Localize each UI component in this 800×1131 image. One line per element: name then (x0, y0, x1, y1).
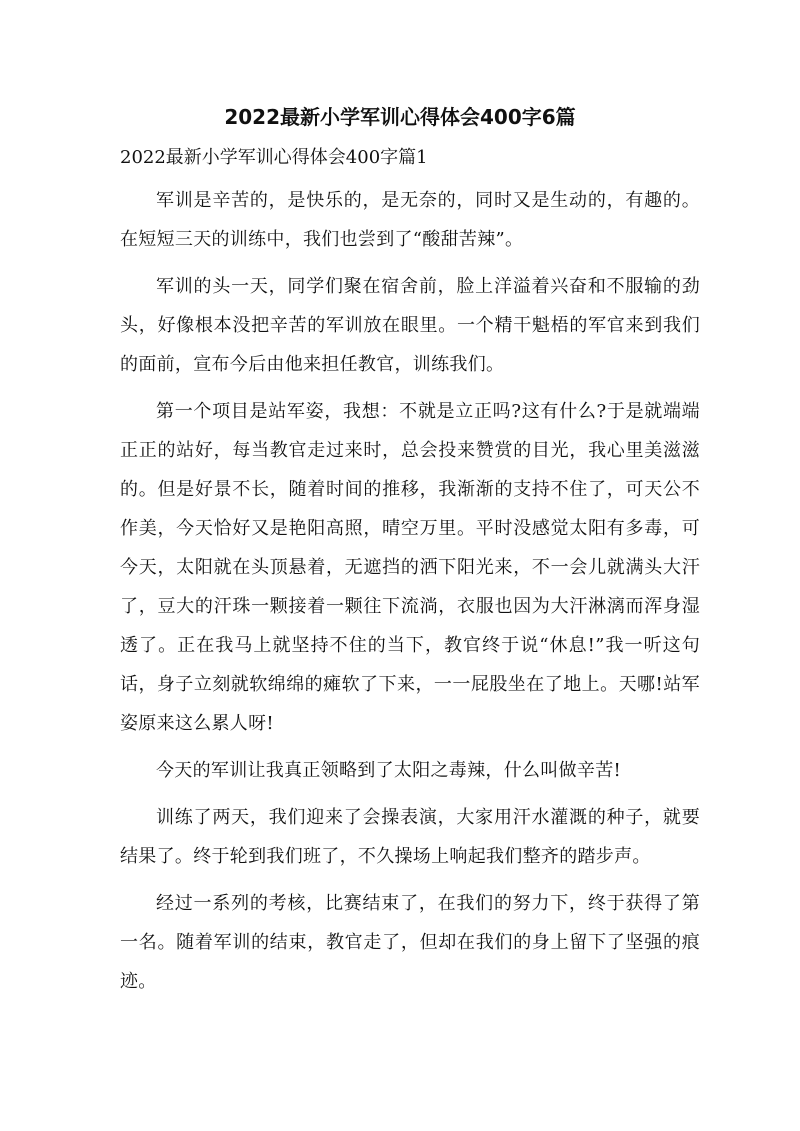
paragraph-4: 今天的军训让我真正领略到了太阳之毒辣，什么叫做辛苦! (156, 760, 622, 781)
document-title: 2022最新小学军训心得体会400字6篇 (224, 105, 576, 129)
document-body (120, 181, 700, 1009)
document-subtitle: 2022最新小学军训心得体会400字篇1 (120, 147, 428, 168)
paragraph-3: 第一个项目是站军姿，我想：不就是立正吗?这有什么?于是就端端正正的站好，每当教官走过来时，总会投来赞赏的目光，我心里美滋滋的。但是好景不长，随着时间的推移，我渐渐的支持不住了，可天公不作美，今天恰好又是艳阳高照，晴空万里。平时没感觉太阳有多毒，可今天，太阳就在头顶悬着，无遮挡的洒下阳光来，不一会儿就满头大汗了，豆大的汗珠一颗接着一颗往下流淌，衣服也因为大汗淋漓而浑身湿透了。正在我马上就坚持不住的当下，教官终于说“休息!”我一听这句话，身子立刻就软绵绵的瘫软了下来，一一屁股坐在了地上。天哪!站军姿原来这么累人呀! (120, 401, 700, 734)
paragraph-1: 军训是辛苦的，是快乐的，是无奈的，同时又是生动的，有趣的。在短短三天的训练中，我们也尝到了“酸甜苦辣”。 (120, 190, 700, 250)
paragraph-5: 训练了两天，我们迎来了会操表演，大家用汗水灌溉的种子，就要结果了。终于轮到我们班了，不久操场上响起我们整齐的踏步声。 (120, 807, 700, 867)
paragraph-2: 军训的头一天，同学们聚在宿舍前，脸上洋溢着兴奋和不服输的劲头，好像根本没把辛苦的军训放在眼里。一个精干魁梧的军官来到我们的面前，宣布今后由他来担任教官，训练我们。 (120, 276, 700, 375)
paragraph-6: 经过一系列的考核，比赛结束了，在我们的努力下，终于获得了第一名。随着军训的结束，教官走了，但却在我们的身上留下了坚强的痕迹。 (120, 893, 700, 992)
